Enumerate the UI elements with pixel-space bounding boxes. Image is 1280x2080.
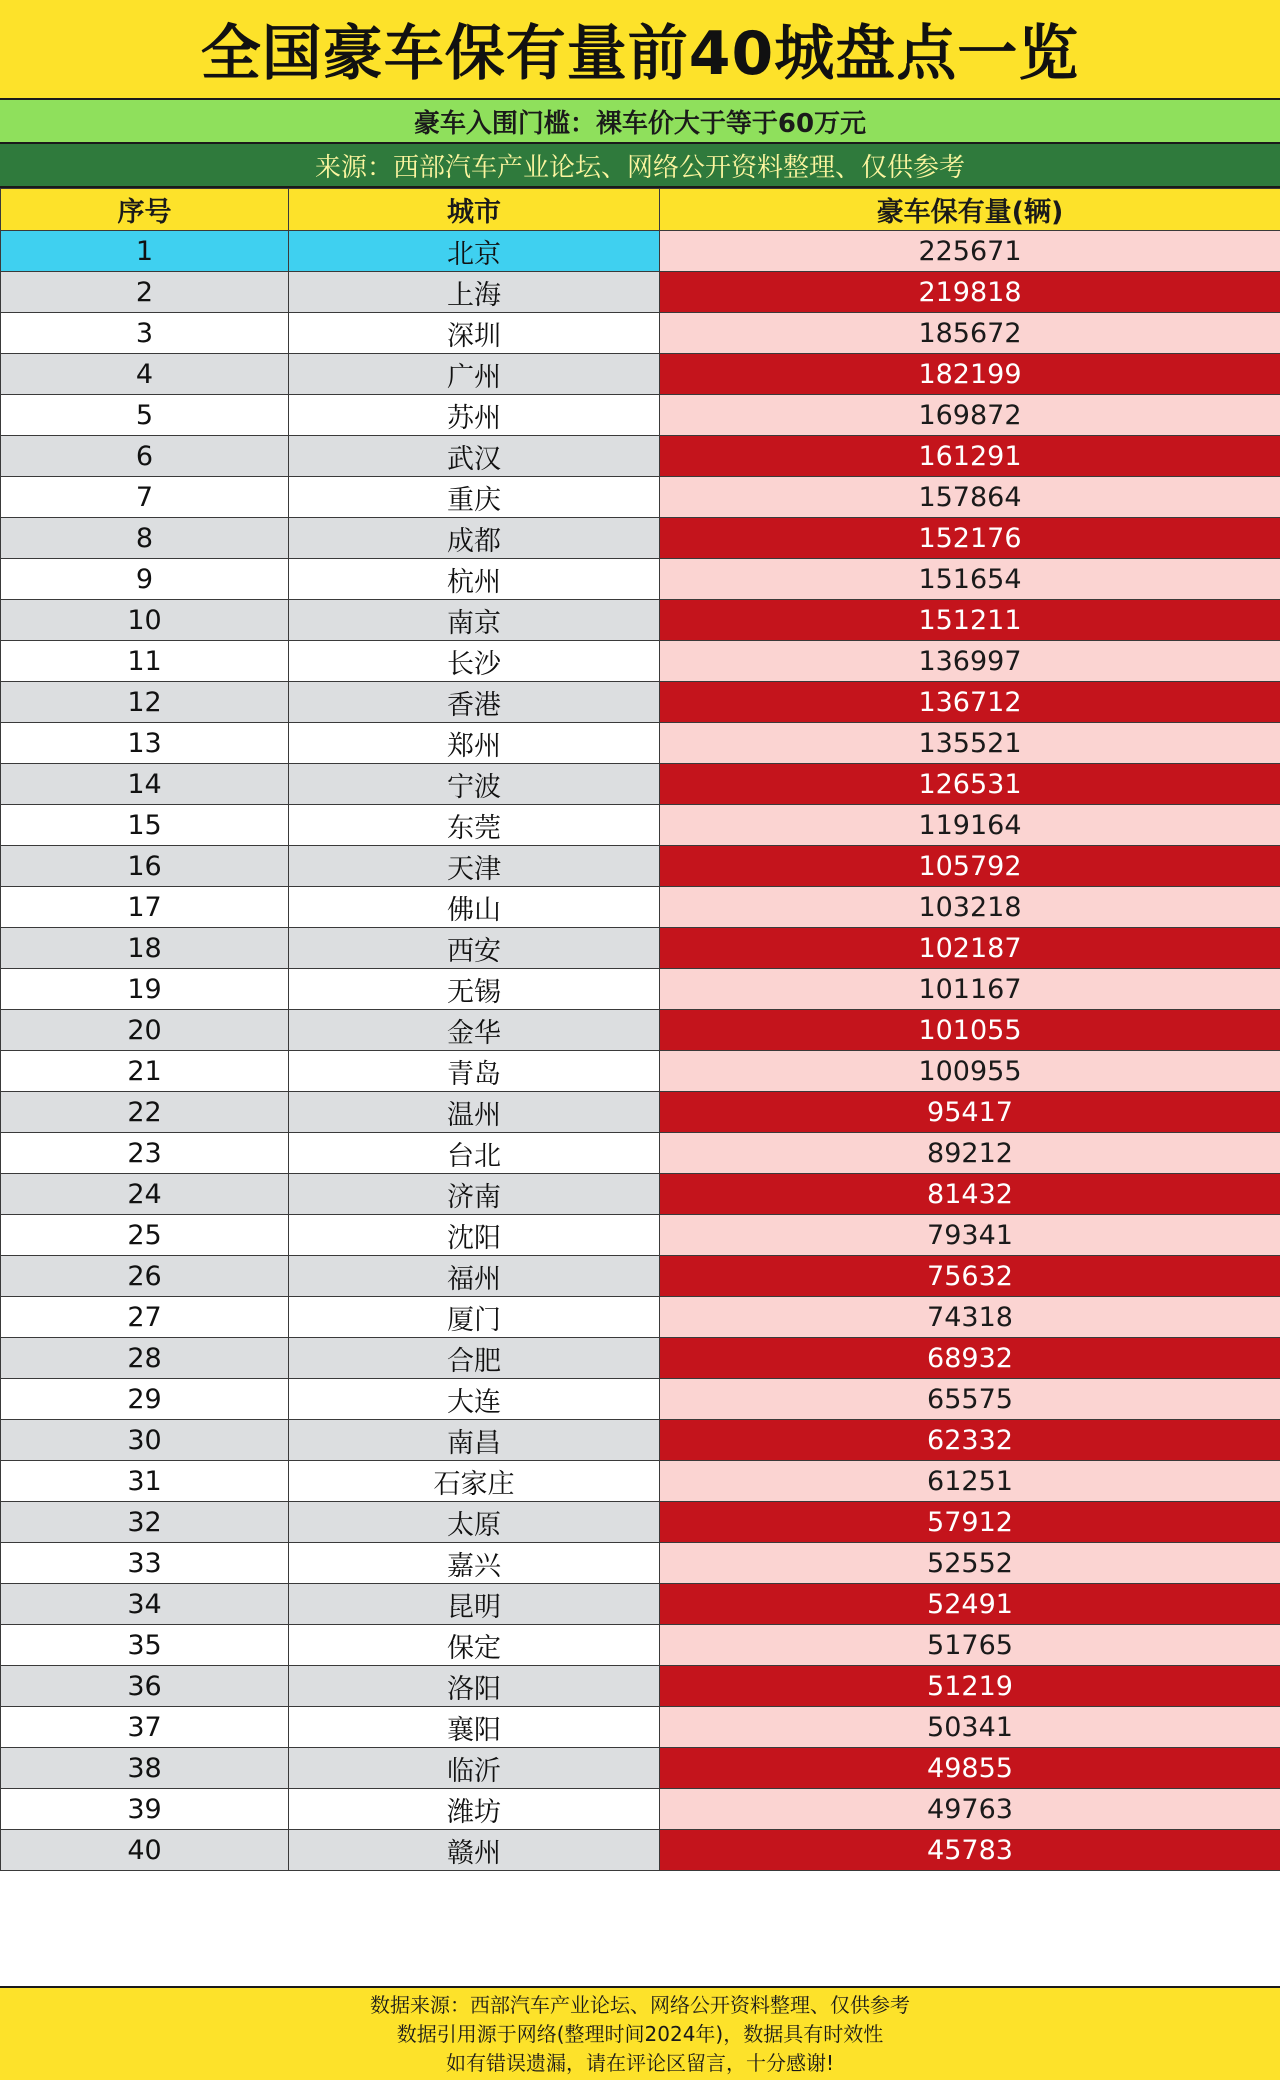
footer-line-time: 数据引用源于网络(整理时间2024年)，数据具有时效性 xyxy=(396,2021,884,2046)
row-count: 101167 xyxy=(660,969,1280,1010)
table-row xyxy=(1,764,1280,805)
row-count: 102187 xyxy=(660,928,1280,969)
row-city: 佛山 xyxy=(289,887,660,928)
row-rank: 1 xyxy=(1,231,289,272)
row-count: 100955 xyxy=(660,1051,1280,1092)
table-row xyxy=(1,272,1280,313)
table-row xyxy=(1,887,1280,928)
row-count: 74318 xyxy=(660,1297,1280,1338)
row-rank: 20 xyxy=(1,1010,289,1051)
row-city: 长沙 xyxy=(289,641,660,682)
row-city: 重庆 xyxy=(289,477,660,518)
threshold-banner: 豪车入围门槛：裸车价大于等于60万元 xyxy=(0,100,1280,144)
row-count: 52491 xyxy=(660,1584,1280,1625)
row-rank: 6 xyxy=(1,436,289,477)
row-count: 136712 xyxy=(660,682,1280,723)
table-row xyxy=(1,313,1280,354)
row-count: 57912 xyxy=(660,1502,1280,1543)
table-row xyxy=(1,559,1280,600)
row-city: 郑州 xyxy=(289,723,660,764)
table-row xyxy=(1,1051,1280,1092)
row-count: 157864 xyxy=(660,477,1280,518)
row-city: 襄阳 xyxy=(289,1707,660,1748)
row-rank: 24 xyxy=(1,1174,289,1215)
table-row xyxy=(1,1133,1280,1174)
row-count: 182199 xyxy=(660,354,1280,395)
row-rank: 3 xyxy=(1,313,289,354)
row-city: 台北 xyxy=(289,1133,660,1174)
table-row xyxy=(1,1461,1280,1502)
row-city: 保定 xyxy=(289,1625,660,1666)
row-rank: 37 xyxy=(1,1707,289,1748)
table-row xyxy=(1,1297,1280,1338)
row-rank: 29 xyxy=(1,1379,289,1420)
table-row xyxy=(1,846,1280,887)
table-row xyxy=(1,395,1280,436)
row-rank: 27 xyxy=(1,1297,289,1338)
table-body xyxy=(1,231,1280,1871)
row-count: 126531 xyxy=(660,764,1280,805)
row-count: 49855 xyxy=(660,1748,1280,1789)
row-rank: 34 xyxy=(1,1584,289,1625)
row-count: 95417 xyxy=(660,1092,1280,1133)
row-city: 上海 xyxy=(289,272,660,313)
page-title: 全国豪车保有量前40城盘点一览 xyxy=(0,0,1280,100)
row-rank: 16 xyxy=(1,846,289,887)
row-count: 219818 xyxy=(660,272,1280,313)
row-count: 161291 xyxy=(660,436,1280,477)
row-rank: 13 xyxy=(1,723,289,764)
row-city: 石家庄 xyxy=(289,1461,660,1502)
row-rank: 21 xyxy=(1,1051,289,1092)
row-count: 185672 xyxy=(660,313,1280,354)
row-city: 成都 xyxy=(289,518,660,559)
table-row xyxy=(1,641,1280,682)
row-city: 济南 xyxy=(289,1174,660,1215)
row-city: 厦门 xyxy=(289,1297,660,1338)
table-row xyxy=(1,477,1280,518)
row-rank: 33 xyxy=(1,1543,289,1584)
table-row xyxy=(1,600,1280,641)
row-rank: 30 xyxy=(1,1420,289,1461)
row-rank: 26 xyxy=(1,1256,289,1297)
row-rank: 12 xyxy=(1,682,289,723)
row-city: 武汉 xyxy=(289,436,660,477)
header-city: 城市 xyxy=(289,189,660,231)
row-rank: 36 xyxy=(1,1666,289,1707)
row-rank: 8 xyxy=(1,518,289,559)
row-city: 深圳 xyxy=(289,313,660,354)
table-row xyxy=(1,1543,1280,1584)
row-city: 临沂 xyxy=(289,1748,660,1789)
row-rank: 25 xyxy=(1,1215,289,1256)
table-row xyxy=(1,436,1280,477)
row-rank: 18 xyxy=(1,928,289,969)
row-city: 北京 xyxy=(289,231,660,272)
row-count: 65575 xyxy=(660,1379,1280,1420)
row-city: 宁波 xyxy=(289,764,660,805)
row-rank: 19 xyxy=(1,969,289,1010)
row-rank: 10 xyxy=(1,600,289,641)
table-row xyxy=(1,1666,1280,1707)
row-count: 62332 xyxy=(660,1420,1280,1461)
row-count: 49763 xyxy=(660,1789,1280,1830)
row-rank: 31 xyxy=(1,1461,289,1502)
table-row xyxy=(1,1092,1280,1133)
row-count: 52552 xyxy=(660,1543,1280,1584)
row-city: 嘉兴 xyxy=(289,1543,660,1584)
row-city: 南昌 xyxy=(289,1420,660,1461)
row-city: 无锡 xyxy=(289,969,660,1010)
table-row xyxy=(1,354,1280,395)
row-rank: 9 xyxy=(1,559,289,600)
table-row xyxy=(1,1174,1280,1215)
row-rank: 39 xyxy=(1,1789,289,1830)
row-rank: 15 xyxy=(1,805,289,846)
table-row xyxy=(1,928,1280,969)
footer-line-thanks: 如有错误遗漏，请在评论区留言，十分感谢! xyxy=(445,2050,835,2075)
row-city: 福州 xyxy=(289,1256,660,1297)
row-count: 136997 xyxy=(660,641,1280,682)
table-row xyxy=(1,1625,1280,1666)
row-count: 151654 xyxy=(660,559,1280,600)
row-count: 81432 xyxy=(660,1174,1280,1215)
row-city: 青岛 xyxy=(289,1051,660,1092)
row-city: 西安 xyxy=(289,928,660,969)
row-count: 101055 xyxy=(660,1010,1280,1051)
row-count: 51219 xyxy=(660,1666,1280,1707)
row-count: 119164 xyxy=(660,805,1280,846)
row-city: 赣州 xyxy=(289,1830,660,1871)
row-rank: 7 xyxy=(1,477,289,518)
row-rank: 4 xyxy=(1,354,289,395)
table-row xyxy=(1,723,1280,764)
row-count: 169872 xyxy=(660,395,1280,436)
table-row xyxy=(1,1830,1280,1871)
row-count: 51765 xyxy=(660,1625,1280,1666)
row-rank: 22 xyxy=(1,1092,289,1133)
row-city: 洛阳 xyxy=(289,1666,660,1707)
table-header-row xyxy=(1,189,1280,231)
row-rank: 5 xyxy=(1,395,289,436)
row-rank: 40 xyxy=(1,1830,289,1871)
row-count: 68932 xyxy=(660,1338,1280,1379)
row-rank: 11 xyxy=(1,641,289,682)
row-count: 152176 xyxy=(660,518,1280,559)
row-city: 天津 xyxy=(289,846,660,887)
row-city: 苏州 xyxy=(289,395,660,436)
table-row xyxy=(1,1748,1280,1789)
table-row xyxy=(1,1338,1280,1379)
table-row xyxy=(1,1010,1280,1051)
table-row xyxy=(1,969,1280,1010)
row-city: 太原 xyxy=(289,1502,660,1543)
row-city: 杭州 xyxy=(289,559,660,600)
row-city: 潍坊 xyxy=(289,1789,660,1830)
ranking-table xyxy=(0,188,1280,1871)
row-rank: 2 xyxy=(1,272,289,313)
row-city: 金华 xyxy=(289,1010,660,1051)
row-city: 大连 xyxy=(289,1379,660,1420)
table-row xyxy=(1,682,1280,723)
row-city: 温州 xyxy=(289,1092,660,1133)
table-row xyxy=(1,1379,1280,1420)
table-row xyxy=(1,805,1280,846)
table-row xyxy=(1,1215,1280,1256)
source-banner: 来源：西部汽车产业论坛、网络公开资料整理、仅供参考 xyxy=(0,144,1280,188)
table-row xyxy=(1,1502,1280,1543)
table-row xyxy=(1,1707,1280,1748)
row-count: 61251 xyxy=(660,1461,1280,1502)
row-count: 79341 xyxy=(660,1215,1280,1256)
row-rank: 23 xyxy=(1,1133,289,1174)
row-city: 东莞 xyxy=(289,805,660,846)
table-row xyxy=(1,1420,1280,1461)
header-rank: 序号 xyxy=(1,189,289,231)
table-row xyxy=(1,1256,1280,1297)
row-count: 89212 xyxy=(660,1133,1280,1174)
table-row xyxy=(1,1789,1280,1830)
row-rank: 38 xyxy=(1,1748,289,1789)
row-rank: 32 xyxy=(1,1502,289,1543)
row-city: 沈阳 xyxy=(289,1215,660,1256)
row-count: 45783 xyxy=(660,1830,1280,1871)
table-row xyxy=(1,231,1280,272)
row-count: 50341 xyxy=(660,1707,1280,1748)
table-row xyxy=(1,1584,1280,1625)
footer-line-source: 数据来源：西部汽车产业论坛、网络公开资料整理、仅供参考 xyxy=(370,1992,910,2017)
row-city: 香港 xyxy=(289,682,660,723)
row-count: 75632 xyxy=(660,1256,1280,1297)
row-rank: 28 xyxy=(1,1338,289,1379)
row-count: 103218 xyxy=(660,887,1280,928)
row-rank: 14 xyxy=(1,764,289,805)
row-city: 南京 xyxy=(289,600,660,641)
row-count: 135521 xyxy=(660,723,1280,764)
row-count: 225671 xyxy=(660,231,1280,272)
row-city: 广州 xyxy=(289,354,660,395)
row-city: 合肥 xyxy=(289,1338,660,1379)
table-row xyxy=(1,518,1280,559)
footer-notes xyxy=(0,1986,1280,2080)
header-count: 豪车保有量(辆) xyxy=(660,189,1280,231)
row-rank: 35 xyxy=(1,1625,289,1666)
row-count: 151211 xyxy=(660,600,1280,641)
row-rank: 17 xyxy=(1,887,289,928)
row-count: 105792 xyxy=(660,846,1280,887)
row-city: 昆明 xyxy=(289,1584,660,1625)
